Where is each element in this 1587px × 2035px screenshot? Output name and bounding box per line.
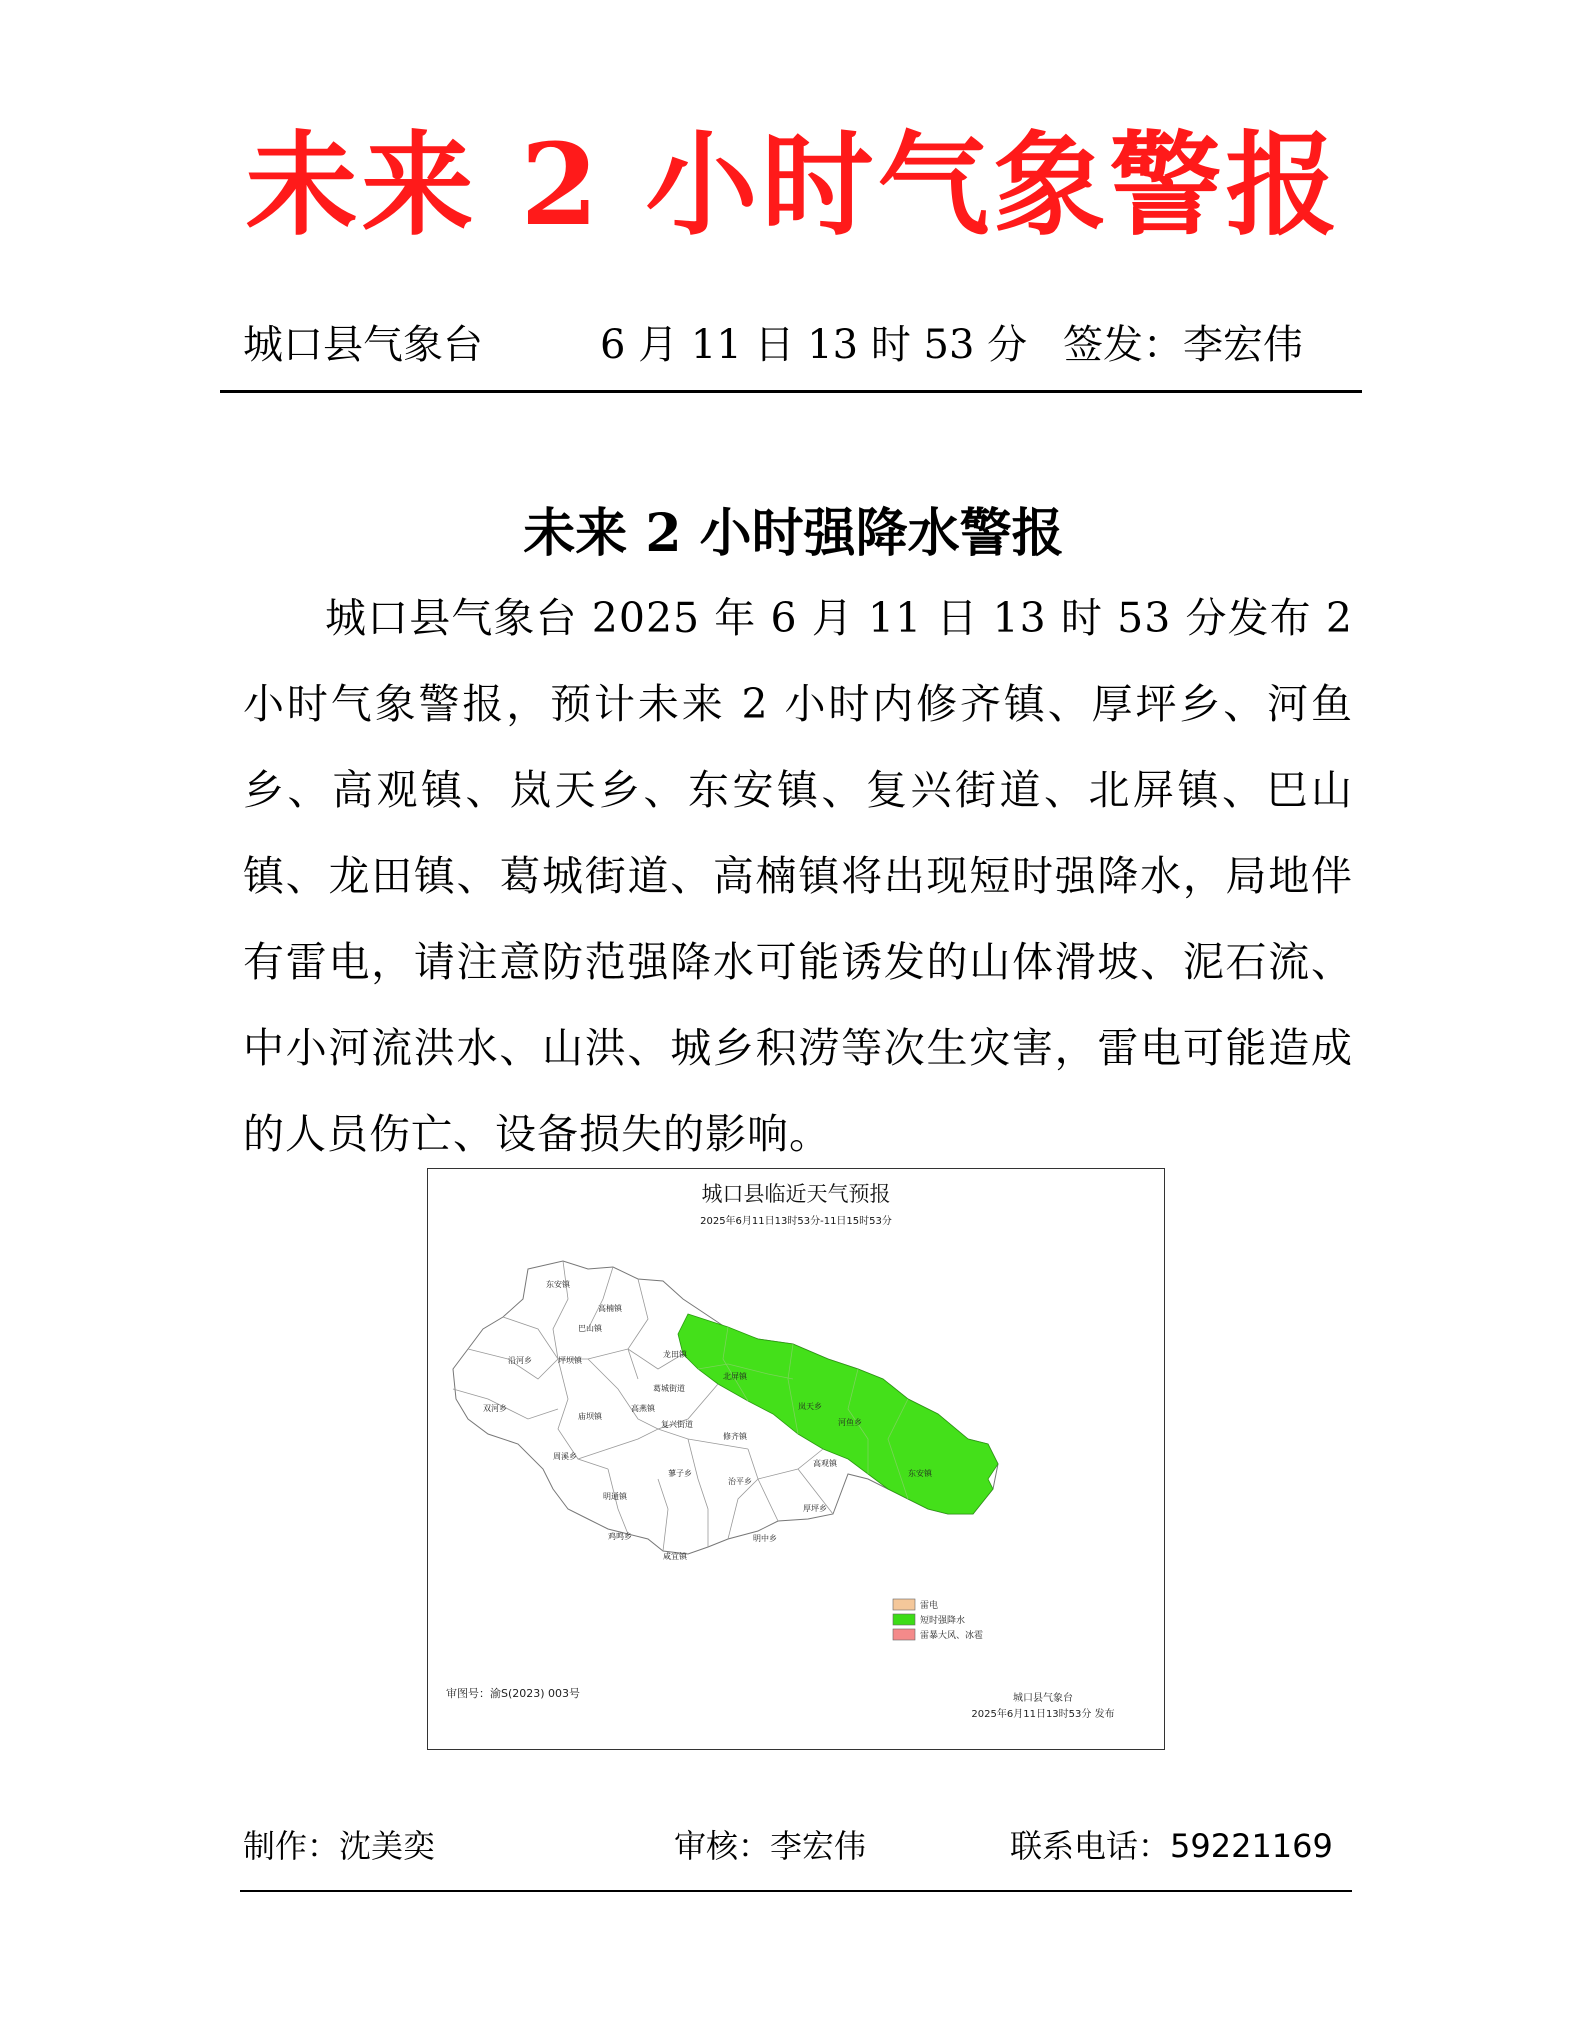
legend-swatch-wind-hail	[893, 1629, 915, 1640]
town-label: 咸宜镇	[663, 1552, 687, 1561]
town-label: 高观镇	[813, 1459, 837, 1468]
legend-label-wind-hail: 雷暴大风、冰雹	[920, 1631, 984, 1641]
town-label: 复兴街道	[661, 1420, 693, 1429]
footer-reviewer: 审核：李宏伟	[674, 1827, 867, 1865]
town-label: 河鱼乡	[838, 1418, 862, 1427]
town-label: 葛城街道	[653, 1384, 685, 1393]
town-label: 东安镇	[908, 1469, 932, 1478]
town-label: 周溪乡	[553, 1452, 577, 1461]
town-label: 巴山镇	[578, 1324, 602, 1333]
town-label: 高楠镇	[598, 1304, 622, 1313]
forecast-map	[427, 1168, 1165, 1750]
town-label: 高燕镇	[631, 1404, 655, 1413]
map-publisher: 城口县气象台	[1013, 1693, 1073, 1704]
town-label: 修齐镇	[723, 1432, 747, 1441]
alert-subtitle: 未来 2 小时强降水警报	[523, 503, 1064, 564]
legend-label-heavy-rain: 短时强降水	[920, 1616, 966, 1626]
map-publish-time: 2025年6月11日13时53分 发布	[971, 1709, 1115, 1720]
legend-swatch-thunder	[893, 1599, 915, 1610]
header-issuer: 城口县气象台	[243, 322, 483, 368]
footer-phone: 联系电话：59221169	[1010, 1827, 1333, 1865]
town-label: 庙坝镇	[578, 1412, 602, 1421]
map-review-number: 审图号：渝S(2023) 003号	[446, 1687, 581, 1700]
town-label: 沿河乡	[508, 1356, 532, 1365]
header-datetime: 6 月 11 日 13 时 53 分	[600, 322, 1028, 368]
map-title: 城口县临近天气预报	[701, 1182, 891, 1206]
town-label: 坪坝镇	[558, 1356, 582, 1365]
town-label: 龙田镇	[663, 1350, 687, 1359]
town-label: 厚坪乡	[803, 1504, 827, 1513]
map-period: 2025年6月11日13时53分-11日15时53分	[700, 1216, 892, 1227]
legend-label-thunder: 雷电	[920, 1601, 939, 1611]
town-label: 岚天乡	[798, 1402, 822, 1411]
alert-body: 城口县气象台 2025 年 6 月 11 日 13 时 53 分发布 2 小时气象警报，预计未来 2 小时内修齐镇、厚坪乡、河鱼乡、高观镇、岚天乡、东安镇、复兴街道、北屏镇、巴山镇、龙田镇、葛城街道、高楠镇将出现短时强降水，局地伴有雷电，请注意防范强降水可能诱发的山体滑坡、泥石流、中小河流洪水、山洪、城乡积涝等次生灾害，雷电可能造成的人员伤亡、设备损失的影响。	[243, 594, 1353, 1158]
town-label: 双河乡	[483, 1404, 507, 1413]
footer-maker: 制作：沈美奕	[243, 1827, 436, 1865]
main-title: 未来 2 小时气象警报	[245, 120, 1342, 251]
map-graphic	[428, 1169, 1164, 1749]
header-signer: 签发：李宏伟	[1063, 322, 1303, 368]
map-legend	[893, 1599, 983, 1641]
town-label: 鸡鸣乡	[608, 1532, 632, 1541]
town-label: 东安镇	[546, 1280, 570, 1289]
town-label: 蓼子乡	[668, 1469, 692, 1478]
header-divider	[220, 390, 1362, 393]
town-label: 明中乡	[753, 1534, 777, 1543]
town-label: 明通镇	[603, 1492, 627, 1501]
town-label: 北屏镇	[723, 1372, 747, 1381]
town-label: 治平乡	[728, 1477, 752, 1486]
legend-swatch-heavy-rain	[893, 1614, 915, 1625]
footer-divider	[240, 1890, 1352, 1892]
